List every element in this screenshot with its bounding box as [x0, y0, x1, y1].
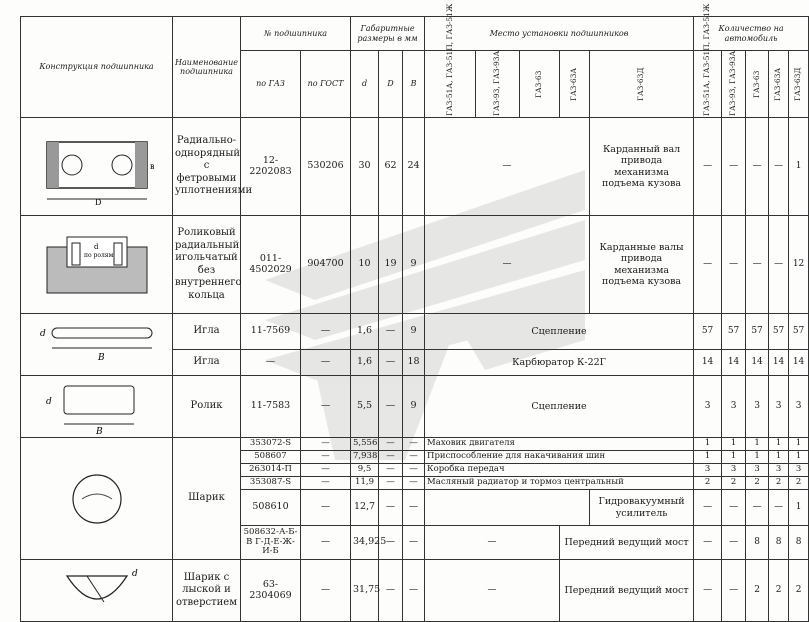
- drawing-needle: [21, 314, 173, 376]
- row4-qty-4: 14: [769, 350, 789, 376]
- label-d-flat: d: [131, 568, 138, 579]
- ball3-qty-3: 3: [746, 464, 769, 477]
- qty-model-5: ГАЗ-63Д: [793, 67, 803, 101]
- header-construction: Конструкция подшипника: [21, 17, 173, 118]
- ball5-qty-5: 1: [789, 490, 809, 526]
- ball5-qty-1: —: [694, 490, 722, 526]
- ball6-D: —: [379, 526, 403, 560]
- row1-gost: 530206: [301, 118, 351, 216]
- ball5-place: Гидровакуумный усилитель: [590, 490, 694, 526]
- row3-qty-3: 57: [746, 314, 769, 350]
- ball1-place: Маховик двигателя: [425, 438, 694, 451]
- ball4-qty-3: 2: [746, 477, 769, 490]
- row3-B: 9: [403, 314, 425, 350]
- header-d: d: [351, 51, 379, 118]
- row3-D: —: [379, 314, 403, 350]
- label-roles: по ролям: [83, 251, 113, 259]
- qty-model-1: ГАЗ-51А, ГАЗ-51П, ГАЗ-51Ж: [702, 3, 712, 116]
- label-B-needle: B: [97, 352, 105, 363]
- row5-qty-4: 3: [769, 376, 789, 438]
- table-row: [21, 438, 809, 451]
- ball3-qty-1: 3: [694, 464, 722, 477]
- row4-D: —: [379, 350, 403, 376]
- row3-qty-2: 57: [722, 314, 746, 350]
- ball5-gost: —: [301, 490, 351, 526]
- ball2-qty-3: 1: [746, 451, 769, 464]
- row2-place: Карданные валы привода механизма подъема кузова: [590, 216, 694, 314]
- ball2-gaz: 508607: [241, 451, 301, 464]
- ball5-B: —: [403, 490, 425, 526]
- row7-D: —: [379, 560, 403, 622]
- header-model-5: ГАЗ-63Д: [636, 67, 646, 101]
- row1-place: Карданный вал привода механизма подъема кузова: [590, 118, 694, 216]
- drawing-ball-bearing: [21, 118, 173, 216]
- row4-B: 18: [403, 350, 425, 376]
- ball6-qty-3: 8: [746, 526, 769, 560]
- drawing-needle-bearing: [21, 216, 173, 314]
- ball3-qty-2: 3: [722, 464, 746, 477]
- ball1-qty-2: 1: [722, 438, 746, 451]
- ball1-qty-1: 1: [694, 438, 722, 451]
- ball6-qty-5: 8: [789, 526, 809, 560]
- ball3-B: —: [403, 464, 425, 477]
- ball2-qty-4: 1: [769, 451, 789, 464]
- row5-qty-1: 3: [694, 376, 722, 438]
- header-model-1: ГАЗ-51А, ГАЗ-51П, ГАЗ-51Ж: [444, 3, 454, 116]
- header-name: Наименование подшипника: [173, 17, 241, 118]
- row7-qty-3: 2: [746, 560, 769, 622]
- drawing-ball-flat: [21, 560, 173, 622]
- row2-B: 9: [403, 216, 425, 314]
- bearing-spec-table: [20, 3, 809, 622]
- ball-name: Шарик: [173, 438, 241, 560]
- row5-D: —: [379, 376, 403, 438]
- ball1-qty-4: 1: [769, 438, 789, 451]
- ball4-qty-2: 2: [722, 477, 746, 490]
- row7-qty-2: —: [722, 560, 746, 622]
- ball4-B: —: [403, 477, 425, 490]
- row5-name: Ролик: [173, 376, 241, 438]
- ball4-qty-1: 2: [694, 477, 722, 490]
- qty-model-4: ГАЗ-63А: [773, 67, 783, 101]
- label-d-needle: d: [93, 242, 98, 251]
- header-number: № подшипника: [241, 17, 351, 51]
- row7-qty-1: —: [694, 560, 722, 622]
- row5-gaz: 11-7583: [241, 376, 301, 438]
- ball6-gost: —: [301, 526, 351, 560]
- header-dims: Габаритные размеры в мм: [351, 17, 425, 51]
- ball1-B: —: [403, 438, 425, 451]
- drawing-ball: [21, 438, 173, 560]
- row3-qty-4: 57: [769, 314, 789, 350]
- drawing-roller: [21, 376, 173, 438]
- row4-qty-1: 14: [694, 350, 722, 376]
- ball2-gost: —: [301, 451, 351, 464]
- table-row: [21, 216, 809, 314]
- header-by-gaz: по ГАЗ: [241, 51, 301, 118]
- label-D: D: [94, 197, 101, 207]
- ball4-d: 11,9: [351, 477, 379, 490]
- ball4-D: —: [379, 477, 403, 490]
- header-qty: Количество на автомобиль: [694, 17, 809, 51]
- row4-name: Игла: [173, 350, 241, 376]
- row1-place-dash: —: [425, 118, 590, 216]
- header-model-3: ГАЗ-63: [534, 70, 544, 98]
- header-place: Место установки подшипников: [425, 17, 694, 51]
- ball1-D: —: [379, 438, 403, 451]
- row4-qty-3: 14: [746, 350, 769, 376]
- label-B-lower: в: [149, 161, 155, 171]
- ball3-gaz: 263014-П: [241, 464, 301, 477]
- row7-place-dash: —: [425, 560, 560, 622]
- ball6-qty-1: —: [694, 526, 722, 560]
- row7-B: —: [403, 560, 425, 622]
- ball2-B: —: [403, 451, 425, 464]
- ball4-qty-5: 2: [789, 477, 809, 490]
- row7-qty-5: 2: [789, 560, 809, 622]
- row2-qty-3: —: [746, 216, 769, 314]
- row2-gost: 904700: [301, 216, 351, 314]
- row1-qty-3: —: [746, 118, 769, 216]
- row2-name: Роликовый радиальный игольчатый без внутреннего кольца: [173, 216, 241, 314]
- row3-d: 1,6: [351, 314, 379, 350]
- ball6-d: 34,925: [351, 526, 379, 560]
- ball3-d: 9,5: [351, 464, 379, 477]
- ball6-place-dash: —: [425, 526, 560, 560]
- row7-place: Передний ведущий мост: [560, 560, 694, 622]
- row4-gost: —: [301, 350, 351, 376]
- row1-qty-2: —: [722, 118, 746, 216]
- row5-qty-5: 3: [789, 376, 809, 438]
- row1-d: 30: [351, 118, 379, 216]
- label-B-roller: B: [95, 426, 103, 437]
- ball6-qty-2: —: [722, 526, 746, 560]
- header-B: B: [403, 51, 425, 118]
- row2-qty-1: —: [694, 216, 722, 314]
- ball4-gost: —: [301, 477, 351, 490]
- row4-qty-5: 14: [789, 350, 809, 376]
- ball6-place: Передний ведущий мост: [560, 526, 694, 560]
- ball1-d: 5,556: [351, 438, 379, 451]
- row4-gaz: —: [241, 350, 301, 376]
- row3-qty-5: 57: [789, 314, 809, 350]
- row1-qty-4: —: [769, 118, 789, 216]
- ball2-place: Приспособление для накачивания шин: [425, 451, 694, 464]
- ball5-qty-3: —: [746, 490, 769, 526]
- row4-d: 1,6: [351, 350, 379, 376]
- row2-place-dash: —: [425, 216, 590, 314]
- row5-qty-3: 3: [746, 376, 769, 438]
- header-model-4: ГАЗ-63А: [569, 67, 579, 101]
- ball5-qty-2: —: [722, 490, 746, 526]
- qty-model-3: ГАЗ-63: [751, 70, 761, 98]
- row5-qty-2: 3: [722, 376, 746, 438]
- row5-B: 9: [403, 376, 425, 438]
- table-row: [21, 118, 809, 216]
- row1-qty-1: —: [694, 118, 722, 216]
- row7-d: 31,75: [351, 560, 379, 622]
- ball2-qty-5: 1: [789, 451, 809, 464]
- row3-qty-1: 57: [694, 314, 722, 350]
- row2-qty-4: —: [769, 216, 789, 314]
- row1-name: Радиально-однорядный с фетровыми уплотнениями: [173, 118, 241, 216]
- ball6-gaz: 508632-А-Б-В Г-Д-Е-Ж-И-Б: [241, 526, 301, 560]
- header-D: D: [379, 51, 403, 118]
- ball4-place: Масляный радиатор и тормоз центральный: [425, 477, 694, 490]
- ball1-gaz: 353072-S: [241, 438, 301, 451]
- ball5-qty-4: —: [769, 490, 789, 526]
- ball2-qty-2: 1: [722, 451, 746, 464]
- ball1-gost: —: [301, 438, 351, 451]
- row7-qty-4: 2: [769, 560, 789, 622]
- row3-name: Игла: [173, 314, 241, 350]
- row3-gaz: 11-7569: [241, 314, 301, 350]
- ball1-qty-5: 1: [789, 438, 809, 451]
- row7-gost: —: [301, 560, 351, 622]
- table-row: [21, 376, 809, 438]
- ball3-qty-5: 3: [789, 464, 809, 477]
- ball1-qty-3: 1: [746, 438, 769, 451]
- table-row: [21, 560, 809, 622]
- ball3-gost: —: [301, 464, 351, 477]
- row7-name: Шарик с лыской и отверстием: [173, 560, 241, 622]
- row2-gaz: 011-4502029: [241, 216, 301, 314]
- header-model-2: ГАЗ-93, ГАЗ-93А: [492, 50, 502, 116]
- ball5-d: 12,7: [351, 490, 379, 526]
- row1-qty-5: 1: [789, 118, 809, 216]
- row2-d: 10: [351, 216, 379, 314]
- ball5-D: —: [379, 490, 403, 526]
- qty-model-2: ГАЗ-93, ГАЗ-93А: [728, 50, 738, 116]
- ball3-D: —: [379, 464, 403, 477]
- table-row: [21, 314, 809, 350]
- row3-gost: —: [301, 314, 351, 350]
- ball4-qty-4: 2: [769, 477, 789, 490]
- row5-place: Сцепление: [425, 376, 694, 438]
- ball6-B: —: [403, 526, 425, 560]
- row7-gaz: 63-2304069: [241, 560, 301, 622]
- row2-qty-2: —: [722, 216, 746, 314]
- ball3-place: Коробка передач: [425, 464, 694, 477]
- row5-d: 5,5: [351, 376, 379, 438]
- row3-place: Сцепление: [425, 314, 694, 350]
- ball2-D: —: [379, 451, 403, 464]
- ball2-qty-1: 1: [694, 451, 722, 464]
- ball3-qty-4: 3: [769, 464, 789, 477]
- ball5-gaz: 508610: [241, 490, 301, 526]
- row2-D: 19: [379, 216, 403, 314]
- row4-place: Карбюратор К-22Г: [425, 350, 694, 376]
- label-d-roller: d: [45, 396, 52, 407]
- ball6-qty-4: 8: [769, 526, 789, 560]
- row5-gost: —: [301, 376, 351, 438]
- row1-gaz: 12-2202083: [241, 118, 301, 216]
- header-by-gost: по ГОСТ: [301, 51, 351, 118]
- row2-qty-5: 12: [789, 216, 809, 314]
- label-d-needle2: d: [39, 328, 46, 339]
- row1-D: 62: [379, 118, 403, 216]
- row4-qty-2: 14: [722, 350, 746, 376]
- row1-B: 24: [403, 118, 425, 216]
- ball4-gaz: 353087-S: [241, 477, 301, 490]
- ball2-d: 7,938: [351, 451, 379, 464]
